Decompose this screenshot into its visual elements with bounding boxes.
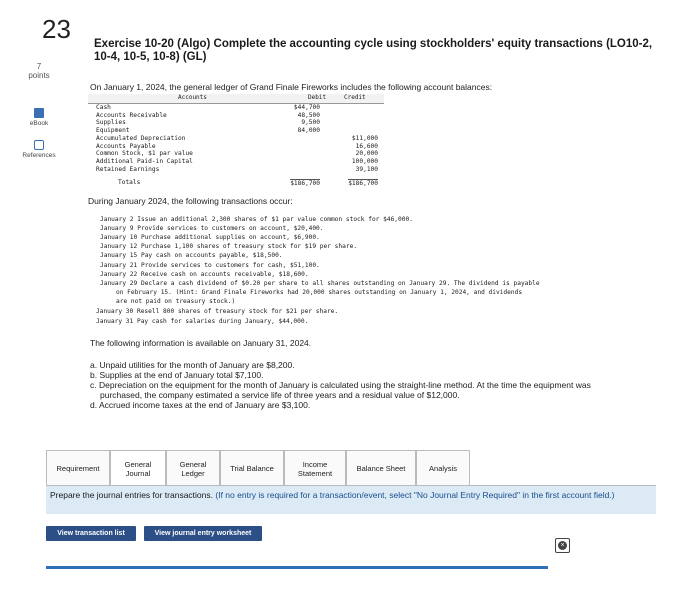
ledger-debit: 48,500 bbox=[297, 111, 320, 119]
question-number: 23 bbox=[42, 14, 71, 44]
item-c-cont: purchased, the company estimated a service life of three years and a residual value of $12,000. bbox=[100, 390, 460, 400]
ledger-totals-debit: $186,700 bbox=[290, 180, 320, 188]
ledger-totals-credit: $186,700 bbox=[348, 180, 378, 188]
ledger-header-accounts: Accounts bbox=[178, 94, 207, 101]
ledger-credit: 20,000 bbox=[355, 150, 378, 158]
points-label: points bbox=[28, 71, 50, 80]
ebook-button[interactable] bbox=[0, 108, 78, 127]
view-transaction-list-button[interactable]: View transaction list bbox=[46, 526, 136, 541]
transaction-line: on February 15. (Hint: Grand Finale Fireworks had 20,000 shares outstanding on January 1, 2024, and dividends bbox=[116, 289, 523, 296]
tab-analysis[interactable]: Analysis bbox=[416, 450, 470, 486]
instruction-prompt bbox=[50, 490, 650, 500]
ledger-account: Accumulated Depreciation bbox=[96, 134, 186, 142]
item-d: d. Accrued income taxes at the end of January are $3,100. bbox=[90, 400, 311, 410]
ebook-label: eBook bbox=[29, 120, 49, 127]
transaction-line: January 10 Purchase additional supplies on account, $6,900. bbox=[100, 234, 320, 241]
ledger-account: Accounts Receivable bbox=[96, 111, 167, 119]
ledger-debit: $44,700 bbox=[293, 104, 320, 111]
transaction-line: January 30 Resell 800 shares of treasury stock for $21 per share. bbox=[96, 308, 339, 315]
ledger-header-debit: Debit bbox=[308, 94, 327, 101]
tab-balance-sheet[interactable]: Balance Sheet bbox=[346, 450, 416, 486]
progress-bar bbox=[46, 566, 548, 569]
intro-text: On January 1, 2024, the general ledger of Grand Finale Fireworks includes the following account balances: bbox=[90, 82, 493, 92]
tab-requirement[interactable]: Requirement bbox=[46, 450, 110, 486]
prompt-note: (If no entry is required for a transaction/event, select "No Journal Entry Required" in the first account field.) bbox=[215, 490, 615, 500]
transaction-line: January 15 Pay cash on accounts payable, $18,500. bbox=[100, 252, 283, 259]
ledger-account: Equipment bbox=[96, 127, 130, 135]
prompt-main: Prepare the journal entries for transactions. bbox=[50, 490, 214, 500]
transaction-line: January 2 Issue an additional 2,300 shares of $1 par value common stock for $46,000. bbox=[100, 216, 413, 223]
ledger-account: Retained Earnings bbox=[96, 165, 160, 173]
ledger-totals-label: Totals bbox=[118, 179, 141, 187]
ledger-debit: 84,000 bbox=[297, 127, 320, 135]
transaction-line: January 31 Pay cash for salaries during January, $44,000. bbox=[96, 318, 309, 325]
ledger-header bbox=[88, 94, 384, 104]
ledger-account: Additional Paid-in Capital bbox=[96, 157, 193, 165]
references-icon bbox=[34, 140, 44, 150]
exercise-title: Exercise 10-20 (Algo) Complete the accounting cycle using stockholders' equity transactions (LO10-2, 10-4, 10-5, 10-8) (GL) bbox=[94, 38, 653, 63]
info-label: The following information is available on January 31, 2024. bbox=[90, 338, 312, 348]
transaction-line: January 12 Purchase 1,100 shares of treasury stock for $19 per share. bbox=[100, 243, 358, 250]
references-button[interactable] bbox=[0, 140, 78, 159]
view-journal-entry-worksheet-button[interactable]: View journal entry worksheet bbox=[144, 526, 262, 541]
ledger-account: Supplies bbox=[96, 119, 126, 127]
ledger-credit: $11,000 bbox=[351, 134, 378, 142]
book-icon bbox=[34, 108, 44, 118]
ledger-account: Common Stock, $1 par value bbox=[96, 150, 193, 158]
tab-general-journal[interactable]: General Journal bbox=[110, 450, 166, 486]
tab-trial-balance[interactable]: Trial Balance bbox=[220, 450, 284, 486]
ledger-credit: 16,600 bbox=[355, 142, 378, 150]
transaction-line: January 22 Receive cash on accounts receivable, $18,600. bbox=[100, 271, 309, 278]
ledger-account: Cash bbox=[96, 104, 111, 111]
item-c: c. Depreciation on the equipment for the month of January is calculated using the straight-line method. At the time the equipment was bbox=[90, 380, 591, 390]
close-icon: × bbox=[558, 541, 567, 550]
requirement-tabs bbox=[46, 450, 476, 486]
close-button[interactable] bbox=[555, 538, 570, 553]
tab-general-ledger[interactable]: General Ledger bbox=[166, 450, 220, 486]
item-a: a. Unpaid utilities for the month of January are $8,200. bbox=[90, 360, 295, 370]
ledger-totals-row bbox=[88, 179, 384, 187]
ledger-header-credit: Credit bbox=[344, 94, 366, 101]
ledger-account: Accounts Payable bbox=[96, 142, 156, 150]
points-block bbox=[0, 62, 78, 80]
ledger-credit: 39,100 bbox=[355, 165, 378, 173]
during-label: During January 2024, the following transactions occur: bbox=[88, 196, 293, 206]
transaction-line: January 29 Declare a cash dividend of $0.20 per share to all shares outstanding on January 29. The dividend is payable bbox=[100, 280, 540, 287]
tab-income-statement[interactable]: Income Statement bbox=[284, 450, 346, 486]
transaction-line: January 21 Provide services to customers for cash, $51,100. bbox=[100, 262, 320, 269]
ledger-credit: 100,000 bbox=[351, 157, 378, 165]
adjustment-items bbox=[90, 360, 660, 410]
points-value: 7 bbox=[36, 62, 42, 71]
ledger-debit: 9,500 bbox=[301, 119, 320, 127]
transaction-line: are not paid on treasury stock.) bbox=[116, 298, 236, 305]
ledger-row bbox=[88, 166, 384, 174]
item-b: b. Supplies at the end of January total $7,100. bbox=[90, 370, 264, 380]
references-label: References bbox=[22, 152, 56, 159]
transaction-line: January 9 Provide services to customers on account, $20,400. bbox=[100, 225, 324, 232]
